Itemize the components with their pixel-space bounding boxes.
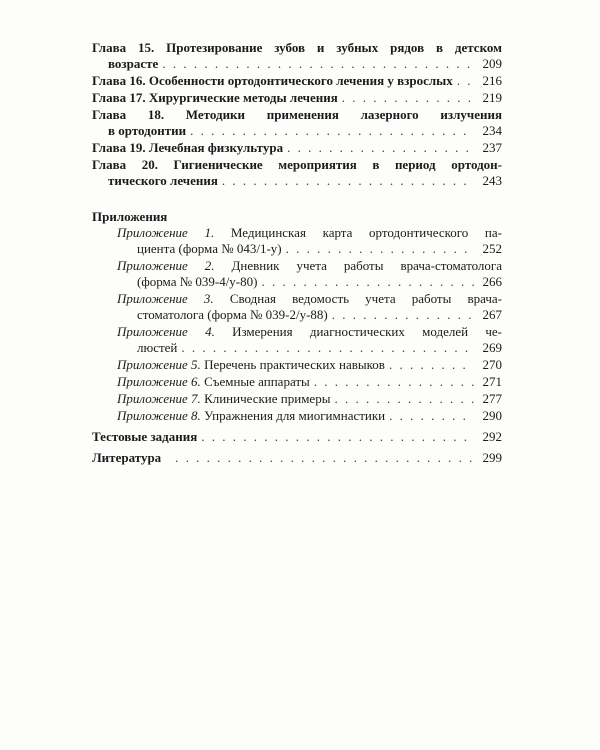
appendix-title-continued: (форма № 039-4/у-80)	[137, 274, 258, 289]
appendix-label: Приложение 2.	[117, 258, 215, 273]
appendix-title: Медицинская карта ортодонтического па-	[230, 225, 502, 240]
leader-dots	[190, 123, 474, 139]
toc-entry-tests	[92, 429, 502, 445]
toc-entry-appendix-6	[92, 374, 502, 390]
toc-entry-appendix-8	[92, 408, 502, 424]
leader-dots	[181, 340, 474, 356]
page-number: 290	[482, 408, 502, 423]
page-number: 269	[482, 340, 502, 355]
toc-entry-appendix-1	[92, 225, 502, 257]
appendix-title-continued: циента (форма № 043/1-у)	[137, 241, 282, 256]
chapter-title: Глава 15. Протезирование зубов и зубных рядов в детском	[92, 40, 502, 55]
toc-entry-appendix-4	[92, 324, 502, 356]
section-title: Литература	[92, 450, 162, 465]
chapter-title: Глава 17. Хирургические методы лечения	[92, 90, 338, 105]
leader-dots	[314, 374, 474, 390]
appendix-label: Приложение 3.	[117, 291, 214, 306]
toc-entry-appendix-5	[92, 357, 502, 373]
toc-entry-appendix-3	[92, 291, 502, 323]
chapter-title-continued: возрасте	[108, 56, 159, 71]
appendices-heading: Приложения	[92, 209, 168, 224]
leader-dots	[389, 408, 474, 424]
page-number: 237	[482, 140, 502, 155]
appendix-title: Измерения диагностических моделей че-	[232, 324, 503, 339]
appendix-title: Дневник учета работы врача-стоматолога	[231, 258, 502, 273]
leader-dots	[175, 450, 474, 466]
toc-entry-appendix-2	[92, 258, 502, 290]
appendix-title: Съемные аппараты	[204, 374, 310, 389]
appendix-label: Приложение 1.	[117, 225, 215, 240]
page-number: 299	[482, 450, 502, 465]
chapter-title-continued: в ортодонтии	[108, 123, 187, 138]
leader-dots	[332, 307, 474, 323]
appendix-title-continued: люстей	[137, 340, 178, 355]
page-number: 267	[482, 307, 502, 322]
toc-entry-appendix-7	[92, 391, 502, 407]
appendix-title: Перечень практических навыков	[204, 357, 385, 372]
toc-entry-chapter-15	[92, 40, 502, 72]
page-number: 216	[482, 73, 502, 88]
page-number: 266	[482, 274, 502, 289]
appendix-label: Приложение 5.	[117, 357, 201, 372]
chapter-title: Глава 19. Лечебная физкультура	[92, 140, 284, 155]
leader-dots	[334, 391, 474, 407]
page-number: 243	[482, 173, 502, 188]
chapter-title-continued: тического лечения	[108, 173, 218, 188]
toc-entry-chapter-20	[92, 157, 502, 189]
toc-entry-literature	[92, 450, 502, 466]
chapter-title: Глава 16. Особенности ортодонтического лечения у взрослых	[92, 73, 453, 88]
table-of-contents	[92, 40, 502, 467]
toc-entry-chapter-18	[92, 107, 502, 139]
leader-dots	[457, 73, 474, 89]
appendix-label: Приложение 8.	[117, 408, 201, 423]
toc-entry-chapter-19	[92, 140, 502, 156]
toc-entry-chapter-16	[92, 73, 502, 89]
page-number: 219	[482, 90, 502, 105]
leader-dots	[261, 274, 474, 290]
page-number: 209	[482, 56, 502, 71]
chapter-title: Глава 20. Гигиенические мероприятия в период ортодон-	[92, 157, 502, 172]
leader-dots	[389, 357, 474, 373]
section-title: Тестовые задания	[92, 429, 198, 444]
appendix-label: Приложение 7.	[117, 391, 201, 406]
page-number: 234	[482, 123, 502, 138]
leader-dots	[342, 90, 474, 106]
page-number: 277	[482, 391, 502, 406]
leader-dots	[286, 241, 474, 257]
page-number: 252	[482, 241, 502, 256]
page-number: 271	[482, 374, 502, 389]
page-number: 270	[482, 357, 502, 372]
leader-dots	[287, 140, 474, 156]
appendix-title: Сводная ведомость учета работы врача-	[229, 291, 502, 306]
appendix-title: Клинические примеры	[204, 391, 331, 406]
page-number: 292	[482, 429, 502, 444]
appendix-label: Приложение 6.	[117, 374, 201, 389]
chapter-title: Глава 18. Методики применения лазерного излучения	[92, 107, 502, 122]
leader-dots	[222, 173, 474, 189]
appendix-label: Приложение 4.	[117, 324, 215, 339]
toc-entry-chapter-17	[92, 90, 502, 106]
leader-dots	[201, 429, 474, 445]
appendix-title: Упражнения для миогимнастики	[204, 408, 386, 423]
appendix-title-continued: стоматолога (форма № 039-2/у-88)	[137, 307, 328, 322]
leader-dots	[162, 56, 474, 72]
